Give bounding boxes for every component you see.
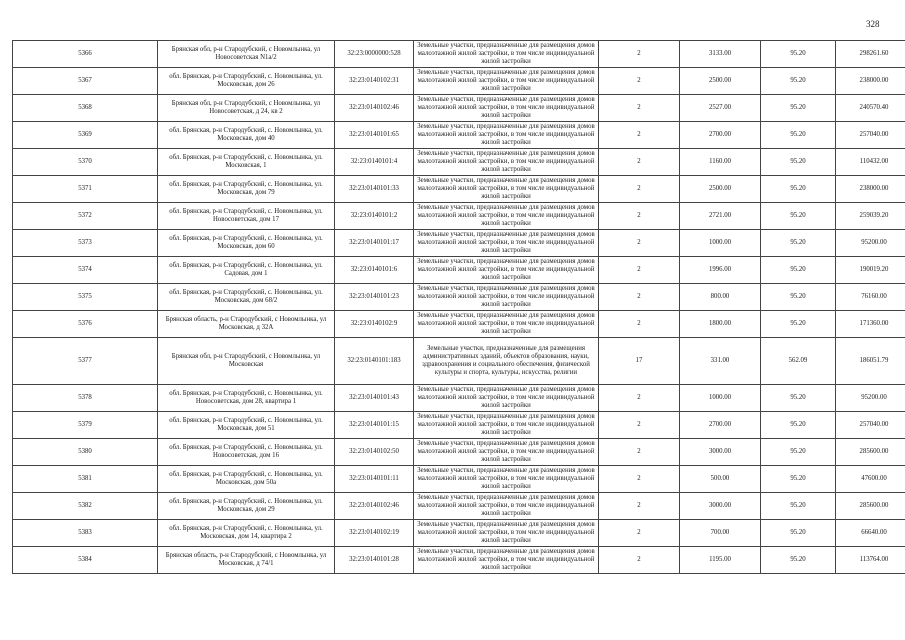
rate-cell: 95.20 (761, 176, 836, 203)
land-use-cell: Земельные участки, предназначенные для размещения домов малоэтажной жилой застройки, в том числе индивидуальной жилой застройки (414, 547, 599, 574)
cadastral-number-cell: 32:23:0140102:9 (335, 311, 414, 338)
address-cell: обл. Брянская, р-н Стародубский, с. Новомлынка, ул. Новосоветская, дом 17 (158, 203, 335, 230)
address-cell: обл. Брянская, р-н Стародубский, с. Новомлынка, ул. Новосоветская, дом 28, квартира 1 (158, 385, 335, 412)
cadastral-number-cell: 32:23:0140102:19 (335, 520, 414, 547)
land-use-cell: Земельные участки, предназначенные для размещения домов малоэтажной жилой застройки, в том числе индивидуальной жилой застройки (414, 122, 599, 149)
land-use-cell: Земельные участки, предназначенные для размещения домов малоэтажной жилой застройки, в том числе индивидуальной жилой застройки (414, 284, 599, 311)
use-code-cell: 2 (599, 203, 680, 230)
table-row (13, 284, 905, 311)
use-code-cell: 2 (599, 257, 680, 284)
land-use-cell: Земельные участки, предназначенные для размещения домов малоэтажной жилой застройки, в том числе индивидуальной жилой застройки (414, 385, 599, 412)
land-use-cell: Земельные участки, предназначенные для размещения домов малоэтажной жилой застройки, в том числе индивидуальной жилой застройки (414, 493, 599, 520)
use-code-cell: 2 (599, 385, 680, 412)
cadastral-value-cell: 47600.00 (836, 466, 905, 493)
cadastral-number-cell: 32:23:0140101:43 (335, 385, 414, 412)
row-number-cell: 5382 (13, 493, 158, 520)
cadastral-number-cell: 32:23:0140101:183 (335, 338, 414, 385)
address-cell: Брянская обл, р-н Стародубский, с Новомлынка, ул Московская (158, 338, 335, 385)
row-number-cell: 5374 (13, 257, 158, 284)
table-row (13, 338, 905, 385)
cadastral-number-cell: 32:23:0140101:33 (335, 176, 414, 203)
rate-cell: 95.20 (761, 311, 836, 338)
rate-cell: 95.20 (761, 284, 836, 311)
area-cell: 3133.00 (680, 41, 761, 68)
table-row (13, 95, 905, 122)
cadastral-value-cell: 298261.60 (836, 41, 905, 68)
area-cell: 1000.00 (680, 385, 761, 412)
cadastral-number-cell: 32:23:0140101:11 (335, 466, 414, 493)
area-cell: 1800.00 (680, 311, 761, 338)
cadastral-number-cell: 32:23:0140101:2 (335, 203, 414, 230)
area-cell: 2721.00 (680, 203, 761, 230)
use-code-cell: 2 (599, 439, 680, 466)
row-number-cell: 5367 (13, 68, 158, 95)
cadastral-number-cell: 32:23:0140102:31 (335, 68, 414, 95)
use-code-cell: 2 (599, 230, 680, 257)
table-row (13, 311, 905, 338)
use-code-cell: 2 (599, 284, 680, 311)
address-cell: Брянская область, р-н Стародубский, с Новомлынка, ул Московская, д 74/1 (158, 547, 335, 574)
cadastral-number-cell: 32:23:0140101:28 (335, 547, 414, 574)
use-code-cell: 2 (599, 176, 680, 203)
row-number-cell: 5372 (13, 203, 158, 230)
cadastral-number-cell: 32:23:0140101:65 (335, 122, 414, 149)
row-number-cell: 5377 (13, 338, 158, 385)
address-cell: Брянская обл, р-н Стародубский, с Новомлынка, ул Новосоветская N1а/2 (158, 41, 335, 68)
land-use-cell: Земельные участки, предназначенные для размещения домов малоэтажной жилой застройки, в том числе индивидуальной жилой застройки (414, 68, 599, 95)
address-cell: Брянская область, р-н Стародубский, с Новомлынка, ул Московская, д 32А (158, 311, 335, 338)
land-use-cell: Земельные участки, предназначенные для размещения домов малоэтажной жилой застройки, в том числе индивидуальной жилой застройки (414, 149, 599, 176)
land-use-cell: Земельные участки, предназначенные для размещения домов малоэтажной жилой застройки, в том числе индивидуальной жилой застройки (414, 311, 599, 338)
row-number-cell: 5384 (13, 547, 158, 574)
land-use-cell: Земельные участки, предназначенные для размещения домов малоэтажной жилой застройки, в том числе индивидуальной жилой застройки (414, 520, 599, 547)
row-number-cell: 5383 (13, 520, 158, 547)
area-cell: 700.00 (680, 520, 761, 547)
use-code-cell: 2 (599, 122, 680, 149)
cadastral-value-cell: 66640.00 (836, 520, 905, 547)
address-cell: обл. Брянская, р-н Стародубский, с. Новомлынка, ул. Московская, дом 51 (158, 412, 335, 439)
rate-cell: 562.09 (761, 338, 836, 385)
cadastral-value-cell: 110432.00 (836, 149, 905, 176)
rate-cell: 95.20 (761, 547, 836, 574)
area-cell: 1160.00 (680, 149, 761, 176)
table-row (13, 149, 905, 176)
area-cell: 3000.00 (680, 439, 761, 466)
land-use-cell: Земельные участки, предназначенные для размещения домов малоэтажной жилой застройки, в том числе индивидуальной жилой застройки (414, 41, 599, 68)
row-number-cell: 5366 (13, 41, 158, 68)
table-row (13, 439, 905, 466)
cadastral-number-cell: 32:23:0140101:23 (335, 284, 414, 311)
table-row (13, 520, 905, 547)
cadastral-value-cell: 190019.20 (836, 257, 905, 284)
land-use-cell: Земельные участки, предназначенные для размещения домов малоэтажной жилой застройки, в том числе индивидуальной жилой застройки (414, 176, 599, 203)
address-cell: обл. Брянская, р-н Стародубский, с. Новомлынка, ул. Московская, 1 (158, 149, 335, 176)
use-code-cell: 2 (599, 547, 680, 574)
cadastral-number-cell: 32:23:0140102:46 (335, 493, 414, 520)
use-code-cell: 2 (599, 41, 680, 68)
table-row (13, 176, 905, 203)
table-row (13, 68, 905, 95)
land-use-cell: Земельные участки, предназначенные для размещения административных зданий, объектов образования, науки, здравоохранения и социального обеспечения, физической культуры и спорта, культуры, искусства, религии (414, 338, 599, 385)
table-row (13, 547, 905, 574)
use-code-cell: 2 (599, 412, 680, 439)
table-row (13, 257, 905, 284)
area-cell: 2700.00 (680, 122, 761, 149)
land-registry-table (12, 40, 905, 574)
land-use-cell: Земельные участки, предназначенные для размещения домов малоэтажной жилой застройки, в том числе индивидуальной жилой застройки (414, 412, 599, 439)
land-use-cell: Земельные участки, предназначенные для размещения домов малоэтажной жилой застройки, в том числе индивидуальной жилой застройки (414, 466, 599, 493)
rate-cell: 95.20 (761, 466, 836, 493)
area-cell: 1195.00 (680, 547, 761, 574)
row-number-cell: 5380 (13, 439, 158, 466)
address-cell: обл. Брянская, р-н Стародубский, с. Новомлынка, ул. Садовая, дом 1 (158, 257, 335, 284)
use-code-cell: 2 (599, 149, 680, 176)
cadastral-value-cell: 238000.00 (836, 176, 905, 203)
area-cell: 3000.00 (680, 493, 761, 520)
table-row (13, 230, 905, 257)
area-cell: 2500.00 (680, 68, 761, 95)
rate-cell: 95.20 (761, 520, 836, 547)
address-cell: обл. Брянская, р-н Стародубский, с. Новомлынка, ул. Московская, дом 29 (158, 493, 335, 520)
table-row (13, 466, 905, 493)
address-cell: обл. Брянская, р-н Стародубский, с. Новомлынка, ул. Московская, дом 50а (158, 466, 335, 493)
rate-cell: 95.20 (761, 122, 836, 149)
row-number-cell: 5371 (13, 176, 158, 203)
rate-cell: 95.20 (761, 439, 836, 466)
rate-cell: 95.20 (761, 230, 836, 257)
address-cell: обл. Брянская, р-н Стародубский, с. Новомлынка, ул. Московская, дом 60 (158, 230, 335, 257)
cadastral-value-cell: 238000.00 (836, 68, 905, 95)
cadastral-value-cell: 257040.00 (836, 122, 905, 149)
cadastral-number-cell: 32:23:0140101:17 (335, 230, 414, 257)
cadastral-number-cell: 32:23:0140101:15 (335, 412, 414, 439)
address-cell: обл. Брянская, р-н Стародубский, с. Новомлынка, ул. Московская, дом 14, квартира 2 (158, 520, 335, 547)
address-cell: обл. Брянская, р-н Стародубский, с. Новомлынка, ул. Московская, дом 40 (158, 122, 335, 149)
area-cell: 2700.00 (680, 412, 761, 439)
table-body (13, 41, 905, 574)
land-use-cell: Земельные участки, предназначенные для размещения домов малоэтажной жилой застройки, в том числе индивидуальной жилой застройки (414, 95, 599, 122)
land-use-cell: Земельные участки, предназначенные для размещения домов малоэтажной жилой застройки, в том числе индивидуальной жилой застройки (414, 230, 599, 257)
table-row (13, 493, 905, 520)
row-number-cell: 5378 (13, 385, 158, 412)
row-number-cell: 5373 (13, 230, 158, 257)
address-cell: обл. Брянская, р-н Стародубский, с. Новомлынка, ул. Московская, дом 26 (158, 68, 335, 95)
cadastral-value-cell: 240570.40 (836, 95, 905, 122)
cadastral-value-cell: 76160.00 (836, 284, 905, 311)
rate-cell: 95.20 (761, 412, 836, 439)
use-code-cell: 2 (599, 520, 680, 547)
row-number-cell: 5368 (13, 95, 158, 122)
address-cell: обл. Брянская, р-н Стародубский, с. Новомлынка, ул. Новосоветская, дом 16 (158, 439, 335, 466)
land-use-cell: Земельные участки, предназначенные для размещения домов малоэтажной жилой застройки, в том числе индивидуальной жилой застройки (414, 257, 599, 284)
table-row (13, 122, 905, 149)
cadastral-value-cell: 95200.00 (836, 230, 905, 257)
row-number-cell: 5369 (13, 122, 158, 149)
cadastral-number-cell: 32:23:0140102:46 (335, 95, 414, 122)
address-cell: обл. Брянская, р-н Стародубский, с. Новомлынка, ул. Московская, дом 68/2 (158, 284, 335, 311)
table-row (13, 41, 905, 68)
area-cell: 2500.00 (680, 176, 761, 203)
row-number-cell: 5381 (13, 466, 158, 493)
rate-cell: 95.20 (761, 41, 836, 68)
use-code-cell: 2 (599, 95, 680, 122)
rate-cell: 95.20 (761, 493, 836, 520)
area-cell: 800.00 (680, 284, 761, 311)
use-code-cell: 2 (599, 311, 680, 338)
rate-cell: 95.20 (761, 95, 836, 122)
cadastral-value-cell: 285600.00 (836, 493, 905, 520)
area-cell: 331.00 (680, 338, 761, 385)
cadastral-value-cell: 259039.20 (836, 203, 905, 230)
use-code-cell: 2 (599, 68, 680, 95)
cadastral-value-cell: 186051.79 (836, 338, 905, 385)
use-code-cell: 17 (599, 338, 680, 385)
rate-cell: 95.20 (761, 149, 836, 176)
page-number: 328 (866, 19, 880, 29)
area-cell: 2527.00 (680, 95, 761, 122)
row-number-cell: 5379 (13, 412, 158, 439)
row-number-cell: 5376 (13, 311, 158, 338)
land-use-cell: Земельные участки, предназначенные для размещения домов малоэтажной жилой застройки, в том числе индивидуальной жилой застройки (414, 203, 599, 230)
rate-cell: 95.20 (761, 385, 836, 412)
cadastral-number-cell: 32:23:0000000:528 (335, 41, 414, 68)
rate-cell: 95.20 (761, 257, 836, 284)
address-cell: Брянская обл, р-н Стародубский, с Новомлынка, ул Новосоветская, д 24, кв 2 (158, 95, 335, 122)
table-row (13, 412, 905, 439)
cadastral-value-cell: 95200.00 (836, 385, 905, 412)
area-cell: 500.00 (680, 466, 761, 493)
use-code-cell: 2 (599, 493, 680, 520)
cadastral-value-cell: 257040.00 (836, 412, 905, 439)
land-use-cell: Земельные участки, предназначенные для размещения домов малоэтажной жилой застройки, в том числе индивидуальной жилой застройки (414, 439, 599, 466)
use-code-cell: 2 (599, 466, 680, 493)
area-cell: 1996.00 (680, 257, 761, 284)
cadastral-number-cell: 32:23:0140101:4 (335, 149, 414, 176)
rate-cell: 95.20 (761, 68, 836, 95)
area-cell: 1000.00 (680, 230, 761, 257)
cadastral-value-cell: 113764.00 (836, 547, 905, 574)
cadastral-number-cell: 32:23:0140101:6 (335, 257, 414, 284)
cadastral-value-cell: 285600.00 (836, 439, 905, 466)
table-row (13, 203, 905, 230)
rate-cell: 95.20 (761, 203, 836, 230)
row-number-cell: 5375 (13, 284, 158, 311)
address-cell: обл. Брянская, р-н Стародубский, с. Новомлынка, ул. Московская, дом 79 (158, 176, 335, 203)
table-row (13, 385, 905, 412)
cadastral-value-cell: 171360.00 (836, 311, 905, 338)
cadastral-number-cell: 32:23:0140102:50 (335, 439, 414, 466)
row-number-cell: 5370 (13, 149, 158, 176)
